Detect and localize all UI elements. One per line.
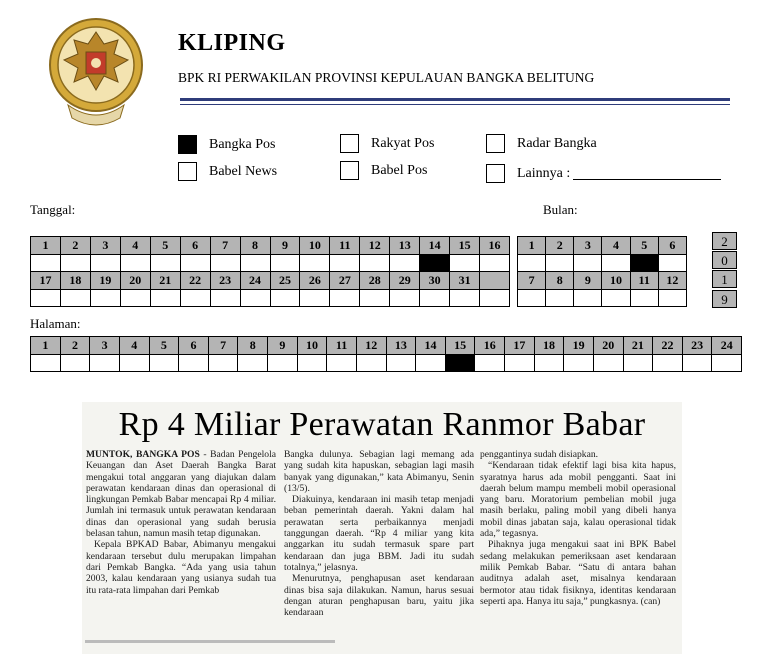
- lainnya-fill-line[interactable]: [573, 167, 721, 180]
- bulan.row2-number: 9: [574, 272, 602, 290]
- source-babel-pos[interactable]: Babel Pos: [340, 161, 427, 180]
- mark-cell[interactable]: [180, 255, 210, 272]
- tahun-digit: 1: [712, 270, 737, 288]
- mark-cell[interactable]: [120, 290, 150, 307]
- halaman.pages-number: 22: [653, 337, 683, 355]
- tanggal.row2-number: 18: [60, 272, 90, 290]
- article-column-2: [284, 449, 474, 618]
- mark-cell[interactable]: [330, 290, 360, 307]
- mark-cell[interactable]: [60, 255, 90, 272]
- checkbox[interactable]: [486, 134, 505, 153]
- bulan.row2-number: 12: [658, 272, 686, 290]
- halaman.pages-number: 21: [623, 337, 653, 355]
- halaman.pages-number: 13: [386, 337, 416, 355]
- bulan.row2-number: 10: [602, 272, 630, 290]
- halaman.pages-number: 20: [593, 337, 623, 355]
- tanggal.row1-number: 12: [360, 237, 390, 255]
- halaman.pages-number: 3: [90, 337, 120, 355]
- mark-cell[interactable]: [505, 355, 535, 372]
- mark-cell[interactable]: [593, 355, 623, 372]
- mark-cell[interactable]: [270, 255, 300, 272]
- tanggal.row1-number: 10: [300, 237, 330, 255]
- halaman.pages-number: 16: [475, 337, 505, 355]
- mark-cell[interactable]: [360, 255, 390, 272]
- tanggal.row1-number: 6: [180, 237, 210, 255]
- mark-cell[interactable]: [60, 290, 90, 307]
- mark-cell[interactable]: [120, 255, 150, 272]
- checkbox-checked[interactable]: [178, 135, 197, 154]
- mark-cell[interactable]: [150, 255, 180, 272]
- mark-cell[interactable]: [712, 355, 742, 372]
- halaman.pages-number: 4: [119, 337, 149, 355]
- halaman.pages-number: 12: [356, 337, 386, 355]
- article-paragraph: Menurutnya, penghapusan aset kendaraan dinas bisa saja dilakukan. Namun, harus sesuai dengan aturan penghapusan baru, yaitu jika kendaraan: [284, 573, 474, 619]
- bulan.row2-number: 11: [630, 272, 658, 290]
- mark-cell[interactable]: [327, 355, 357, 372]
- bulan.row2-number: 7: [518, 272, 546, 290]
- checkbox[interactable]: [340, 161, 359, 180]
- halaman.pages-number: 1: [31, 337, 61, 355]
- checkbox[interactable]: [178, 162, 197, 181]
- halaman.pages-number: 18: [534, 337, 564, 355]
- mark-cell[interactable]: [630, 290, 658, 307]
- halaman.pages-number: 5: [149, 337, 179, 355]
- article-column-3: [480, 449, 676, 607]
- halaman.pages-number: 14: [416, 337, 446, 355]
- halaman-grid: [30, 336, 742, 372]
- tanggal.row1-number: 15: [450, 237, 480, 255]
- checkbox[interactable]: [340, 134, 359, 153]
- tanggal.row1-number: 2: [60, 237, 90, 255]
- header-rule-thin: [180, 104, 730, 105]
- tanggal-label: Tanggal:: [30, 202, 76, 217]
- tanggal.row1-number: 13: [390, 237, 420, 255]
- bulan-grid: [517, 236, 687, 307]
- tahun-digit: 9: [712, 290, 737, 308]
- mark-cell[interactable]: [149, 355, 179, 372]
- mark-cell[interactable]: [210, 255, 240, 272]
- mark-cell[interactable]: [480, 255, 510, 272]
- article-paragraph: MUNTOK, BANGKA POS - Badan Pengelola Keuangan dan Aset Daerah Bangka Barat mengakui total anggaran yang diajukan dalam perawatan kendaraan dinas dan operasional di lingkungan Pemkab Babar mencapai Rp 4 miliar. Jumlah ini termasuk untuk perawatan kendaraan dinas dan operasional yang sudah berusia belasan tahun, namun masih tetap digunakan.: [86, 449, 277, 540]
- halaman.pages-number: 23: [682, 337, 712, 355]
- mark-cell[interactable]: [450, 255, 480, 272]
- mark-cell[interactable]: [546, 290, 574, 307]
- garuda-emblem-icon: [48, 10, 144, 135]
- mark-cell[interactable]: [574, 255, 602, 272]
- mark-cell[interactable]: [534, 355, 564, 372]
- mark-cell[interactable]: [240, 255, 270, 272]
- tanggal.row2-number: 30: [420, 272, 450, 290]
- mark-cell[interactable]: [31, 355, 61, 372]
- halaman-label: Halaman:: [30, 316, 81, 331]
- bulan.row1-number: 6: [658, 237, 686, 255]
- tanggal.row2-number: 23: [210, 272, 240, 290]
- tanggal.row2-number: 21: [150, 272, 180, 290]
- mark-cell[interactable]: [445, 355, 475, 372]
- halaman.pages-number: 6: [179, 337, 209, 355]
- mark-cell[interactable]: [297, 355, 327, 372]
- source-rakyat-pos[interactable]: Rakyat Pos: [340, 134, 434, 153]
- mark-cell[interactable]: [623, 355, 653, 372]
- tanggal.row1-number: 3: [90, 237, 120, 255]
- halaman.pages-number: 24: [712, 337, 742, 355]
- tanggal.row1-number: 9: [270, 237, 300, 255]
- mark-cell[interactable]: [150, 290, 180, 307]
- article-headline: Rp 4 Miliar Perawatan Ranmor Babar: [118, 406, 646, 443]
- mark-cell[interactable]: [179, 355, 209, 372]
- bulan.row1-number: 5: [630, 237, 658, 255]
- mark-cell[interactable]: [420, 290, 450, 307]
- tanggal.row1-number: 5: [150, 237, 180, 255]
- mark-cell[interactable]: [564, 355, 594, 372]
- article-column-1: [86, 449, 276, 596]
- mark-cell[interactable]: [270, 290, 300, 307]
- article-paragraph: “Kendaraan tidak efektif lagi bisa kita hapus, syaratnya harus ada mobil pengganti. Saat ini daerah belum mampu membeli mobil operasional yang baru. Moratorium pembelian mobil juga masih berlaku, paling mobil yang dibeli hanya mobil dinas jabatan saja, kalau operasional tidak ada,” tegasnya.: [480, 460, 676, 540]
- mark-cell[interactable]: [330, 255, 360, 272]
- tanggal.row1-number: 14: [420, 237, 450, 255]
- bulan-label: Bulan:: [543, 202, 578, 217]
- mark-cell[interactable]: [546, 255, 574, 272]
- mark-cell[interactable]: [450, 290, 480, 307]
- mark-cell[interactable]: [682, 355, 712, 372]
- tanggal.row2-number: 31: [450, 272, 480, 290]
- mark-cell[interactable]: [210, 290, 240, 307]
- tanggal.row2-number: 25: [270, 272, 300, 290]
- mark-cell[interactable]: [653, 355, 683, 372]
- tanggal-grid: [30, 236, 510, 307]
- checkbox[interactable]: [486, 164, 505, 183]
- tahun-digit: 2: [712, 232, 737, 250]
- source-lainnya[interactable]: Lainnya :: [486, 164, 721, 183]
- mark-cell[interactable]: [31, 290, 61, 307]
- mark-cell[interactable]: [475, 355, 505, 372]
- mark-cell[interactable]: [602, 290, 630, 307]
- mark-cell[interactable]: [658, 290, 686, 307]
- mark-cell[interactable]: [360, 290, 390, 307]
- article-paragraph: penggantinya sudah disiapkan.: [480, 449, 599, 460]
- source-bangka-pos[interactable]: Bangka Pos: [178, 135, 276, 154]
- tanggal.row2-number: 20: [120, 272, 150, 290]
- tanggal.row1-number: 16: [480, 237, 510, 255]
- mark-cell[interactable]: [300, 255, 330, 272]
- halaman.pages-number: 2: [60, 337, 90, 355]
- mark-cell[interactable]: [268, 355, 298, 372]
- tanggal.row2-number: 28: [360, 272, 390, 290]
- mark-cell[interactable]: [240, 290, 270, 307]
- header-rule: [180, 98, 730, 101]
- tanggal.row1-number: 7: [210, 237, 240, 255]
- halaman.pages-number: 8: [238, 337, 268, 355]
- page-title: KLIPING: [178, 30, 286, 56]
- tanggal.row2-number: 22: [180, 272, 210, 290]
- mark-cell[interactable]: [480, 290, 510, 307]
- bulan.row1-number: 2: [546, 237, 574, 255]
- bulan.row1-number: 3: [574, 237, 602, 255]
- article-paragraph: Diakuinya, kendaraan ini masih tetap menjadi beban pemerintah daerah. Yakni dalam hal perawatan serta perbaikannya menjadi tanggungan daerah. “Rp 4 miliar yang kita anggarkan itu sudah termasuk spare part kendaraan dan juga BBM. Jadi itu sudah totalnya,” jelasnya.: [284, 494, 474, 573]
- mark-cell[interactable]: [31, 255, 61, 272]
- mark-cell[interactable]: [238, 355, 268, 372]
- tanggal.row2-number: 24: [240, 272, 270, 290]
- source-radar-bangka[interactable]: Radar Bangka: [486, 134, 597, 153]
- tanggal.row1-number: 8: [240, 237, 270, 255]
- bulan.row2-number: 8: [546, 272, 574, 290]
- bulan.row1-number: 1: [518, 237, 546, 255]
- tanggal.row2-number: [480, 272, 510, 290]
- halaman.pages-number: 17: [505, 337, 535, 355]
- page-subtitle: BPK RI PERWAKILAN PROVINSI KEPULAUAN BANGKA BELITUNG: [178, 70, 595, 85]
- mark-cell[interactable]: [390, 290, 420, 307]
- tanggal.row2-number: 27: [330, 272, 360, 290]
- tahun-digit: 0: [712, 251, 737, 269]
- tanggal.row1-number: 1: [31, 237, 61, 255]
- mark-cell[interactable]: [119, 355, 149, 372]
- mark-cell[interactable]: [180, 290, 210, 307]
- mark-cell[interactable]: [518, 290, 546, 307]
- halaman.pages-number: 9: [268, 337, 298, 355]
- mark-cell[interactable]: [390, 255, 420, 272]
- mark-cell[interactable]: [300, 290, 330, 307]
- source-babel-news[interactable]: Babel News: [178, 162, 277, 181]
- halaman.pages-number: 19: [564, 337, 594, 355]
- clipping-edge: [85, 640, 335, 643]
- mark-cell[interactable]: [416, 355, 446, 372]
- mark-cell[interactable]: [60, 355, 90, 372]
- mark-cell[interactable]: [386, 355, 416, 372]
- halaman.pages-number: 11: [327, 337, 357, 355]
- mark-cell[interactable]: [208, 355, 238, 372]
- mark-cell[interactable]: [420, 255, 450, 272]
- halaman.pages-number: 15: [445, 337, 475, 355]
- tanggal.row2-number: 26: [300, 272, 330, 290]
- halaman.pages-number: 10: [297, 337, 327, 355]
- tanggal.row2-number: 19: [90, 272, 120, 290]
- tanggal.row1-number: 11: [330, 237, 360, 255]
- tanggal.row2-number: 17: [31, 272, 61, 290]
- mark-cell[interactable]: [90, 290, 120, 307]
- mark-cell[interactable]: [602, 255, 630, 272]
- article-paragraph: Pihaknya juga mengakui saat ini BPK Babel sedang melakukan pemeriksaan aset kendaraan milik Pemkab Babar. “Satu di antara bahan auditnya adalah aset, misalnya kendaraan bermotor atau tidak fisiknya, identitas kendaraan seperti apa. Hanya itu saja,” pungkasnya. (can): [480, 539, 676, 607]
- mark-cell[interactable]: [90, 355, 120, 372]
- tanggal.row2-number: 29: [390, 272, 420, 290]
- mark-cell[interactable]: [90, 255, 120, 272]
- halaman.pages-number: 7: [208, 337, 238, 355]
- mark-cell[interactable]: [574, 290, 602, 307]
- mark-cell[interactable]: [658, 255, 686, 272]
- mark-cell[interactable]: [630, 255, 658, 272]
- mark-cell[interactable]: [518, 255, 546, 272]
- tanggal.row1-number: 4: [120, 237, 150, 255]
- article-paragraph: Kepala BPKAD Babar, Abimanyu mengakui kendaraan tersebut dulu merupakan limpahan dari Pemkab Bangka. “Ada yang usia tahun 2003, kalau kendaraan yang usianya sudah tua itu rata-rata limpahan dari Pemkab: [86, 539, 276, 596]
- article-paragraph: Bangka dulunya. Sebagian lagi memang ada yang sudah kita hapuskan, sebagian lagi masih banyak yang digunakan,” kata Abimanyu, Senin (13/5).: [284, 449, 474, 494]
- mark-cell[interactable]: [356, 355, 386, 372]
- bulan.row1-number: 4: [602, 237, 630, 255]
